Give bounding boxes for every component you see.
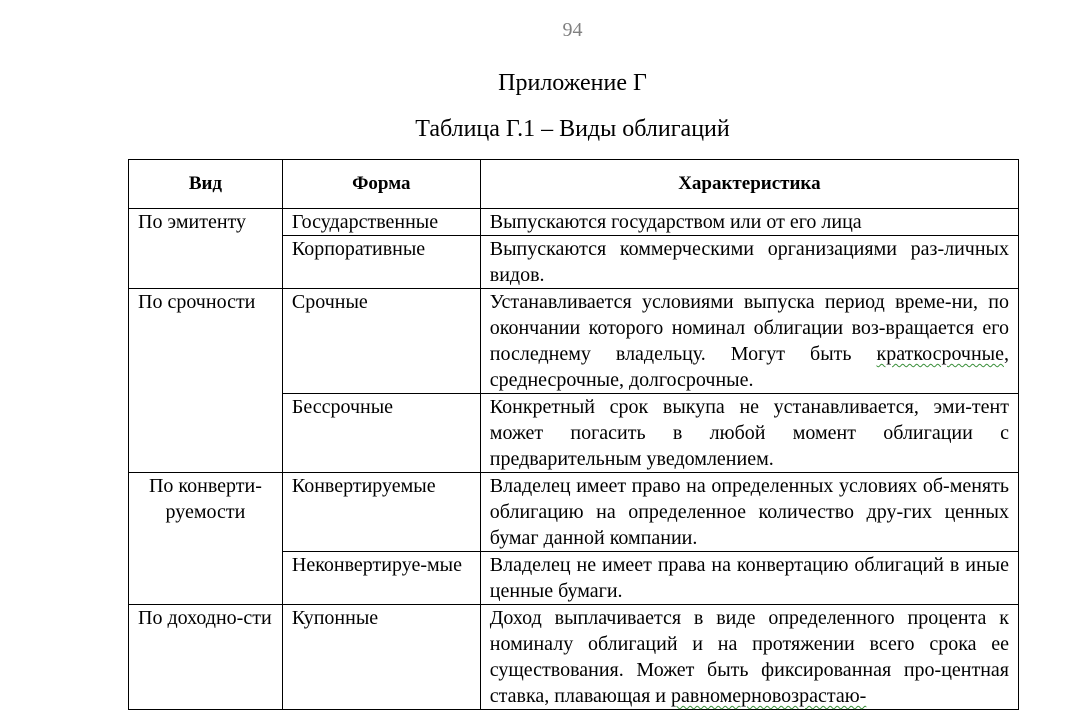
- kind-cell: По конверти-руемости: [129, 473, 283, 605]
- table-caption: Таблица Г.1 – Виды облигаций: [415, 116, 730, 142]
- form-cell: Неконвертируе-мые: [282, 552, 480, 605]
- spellcheck-flagged-word: краткосрочные: [876, 343, 1004, 365]
- table-row: [129, 473, 1019, 552]
- description-cell: Владелец имеет право на определенных условиях об-менять облигацию на определенное количество дру-гих ценных бумаг данной компании.: [480, 473, 1018, 552]
- description-text: Доход выплачивается в виде определенного процента к номиналу облигаций и на протяжении всего срока ее существования. Может быть фиксированная про-центная ставка, плавающая и: [489, 607, 1009, 707]
- description-text: , среднесрочные, долгосрочные.: [489, 343, 1009, 391]
- description-cell: Владелец не имеет права на конвертацию облигаций в иные ценные бумаги.: [480, 552, 1018, 605]
- table-row: [129, 605, 1019, 710]
- form-cell: Бессрочные: [282, 394, 480, 473]
- form-cell: Государственные: [282, 209, 480, 236]
- form-cell: Конвертируемые: [282, 473, 480, 552]
- description-cell: [480, 289, 1018, 394]
- form-cell: Корпоративные: [282, 236, 480, 289]
- page-number: 94: [562, 19, 583, 41]
- description-cell: Выпускаются государством или от его лица: [480, 209, 1018, 236]
- description-cell: Конкретный срок выкупа не устанавливается, эми-тент может погасить в любой момент облигации с предварительным уведомлением.: [480, 394, 1018, 473]
- header-kind: Вид: [129, 160, 283, 209]
- table-header-row: [129, 160, 1019, 209]
- kind-cell: По доходно-сти: [129, 605, 283, 710]
- description-cell: Выпускаются коммерческими организациями раз-личных видов.: [480, 236, 1018, 289]
- bond-types-table: [128, 159, 1019, 710]
- header-description: Характеристика: [480, 160, 1018, 209]
- header-form: Форма: [282, 160, 480, 209]
- description-cell: [480, 605, 1018, 710]
- form-cell: Купонные: [282, 605, 480, 710]
- appendix-title: Приложение Г: [498, 70, 647, 96]
- form-cell: Срочные: [282, 289, 480, 394]
- table-row: [129, 209, 1019, 236]
- kind-cell: По эмитенту: [129, 209, 283, 289]
- spellcheck-flagged-word: равномерновозрастаю-: [671, 685, 867, 707]
- kind-cell: По срочности: [129, 289, 283, 473]
- table-row: [129, 289, 1019, 394]
- description-text: Устанавливается условиями выпуска период време-ни, по окончании которого номинал облигации воз-вращается его последнему владельцу. Могут быть: [489, 291, 1009, 365]
